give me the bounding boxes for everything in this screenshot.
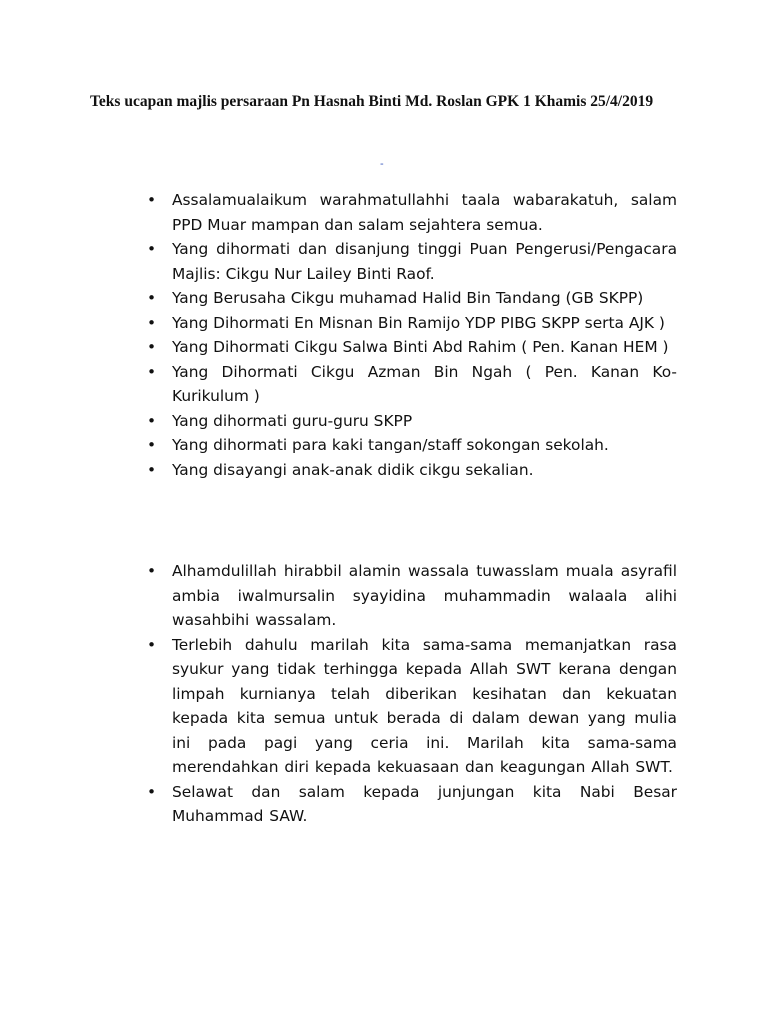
list-item bbox=[147, 311, 677, 336]
list-item bbox=[147, 559, 677, 633]
list-item-text: Yang dihormati para kaki tangan/staff sokongan sekolah. bbox=[172, 436, 609, 454]
list-item bbox=[147, 433, 677, 458]
bullet-icon: • bbox=[147, 562, 157, 580]
list-item-text: Yang Dihormati En Misnan Bin Ramijo YDP PIBG SKPP serta AJK ) bbox=[172, 313, 665, 332]
list-item-text: Yang dihormati dan disanjung tinggi Puan Pengerusi/Pengacara Majlis: Cikgu Nur Lailey Binti Raof. bbox=[172, 240, 677, 283]
bullet-icon: • bbox=[147, 362, 157, 381]
bullet-icon: • bbox=[147, 460, 157, 479]
bullet-icon: • bbox=[147, 411, 157, 430]
bullet-icon: • bbox=[147, 240, 157, 258]
bullet-icon: • bbox=[147, 635, 157, 654]
list-item bbox=[147, 335, 677, 360]
list-item bbox=[147, 780, 677, 829]
list-item bbox=[147, 286, 677, 311]
list-item-text: Selawat dan salam kepada junjungan kita Nabi Besar Muhammad SAW. bbox=[172, 782, 677, 825]
list-item-text: Assalamualaikum warahmatullahhi taala wabarakatuh, salam PPD Muar mampan dan salam sejahtera semua. bbox=[172, 191, 677, 234]
list-item bbox=[147, 188, 677, 237]
list-item bbox=[147, 237, 677, 286]
list-item bbox=[147, 360, 677, 409]
opening-list bbox=[147, 559, 677, 829]
list-item bbox=[147, 409, 677, 434]
list-item bbox=[147, 633, 677, 780]
bullet-icon: • bbox=[147, 338, 157, 356]
bullet-icon: • bbox=[147, 782, 157, 801]
list-item-text: Alhamdulillah hirabbil alamin wassala tuwasslam muala asyrafil ambia iwalmursalin syayidina muhammadin walaala alihi wasahbihi wassalam. bbox=[172, 562, 677, 629]
list-item-text: Yang disayangi anak-anak didik cikgu sekalian. bbox=[172, 460, 534, 479]
list-item-text: Yang Dihormati Cikgu Azman Bin Ngah ( Pen. Kanan Ko-Kurikulum ) bbox=[172, 362, 677, 405]
document-title: Teks ucapan majlis persaraan Pn Hasnah Binti Md. Roslan GPK 1 Khamis 25/4/2019 bbox=[90, 93, 654, 110]
bullet-icon: • bbox=[147, 191, 157, 209]
greetings-list bbox=[147, 188, 677, 482]
bullet-icon: • bbox=[147, 313, 157, 332]
list-item-text: Yang Berusaha Cikgu muhamad Halid Bin Tandang (GB SKPP) bbox=[172, 289, 644, 307]
bullet-icon: • bbox=[147, 289, 157, 307]
dash-mark: - bbox=[380, 158, 384, 170]
list-item-text: Terlebih dahulu marilah kita sama-sama memanjatkan rasa syukur yang tidak terhingga kepada Allah SWT kerana dengan limpah kurnianya telah diberikan kesihatan dan kekuatan kepada kita semua untuk berada di dalam dewan yang mulia ini pada pagi yang ceria ini. Marilah kita sama-sama merendahkan diri kepada kekuasaan dan keagungan Allah SWT. bbox=[172, 635, 677, 776]
list-item bbox=[147, 458, 677, 483]
bullet-icon: • bbox=[147, 436, 157, 454]
list-item-text: Yang Dihormati Cikgu Salwa Binti Abd Rahim ( Pen. Kanan HEM ) bbox=[172, 338, 669, 356]
list-item-text: Yang dihormati guru-guru SKPP bbox=[172, 411, 413, 430]
